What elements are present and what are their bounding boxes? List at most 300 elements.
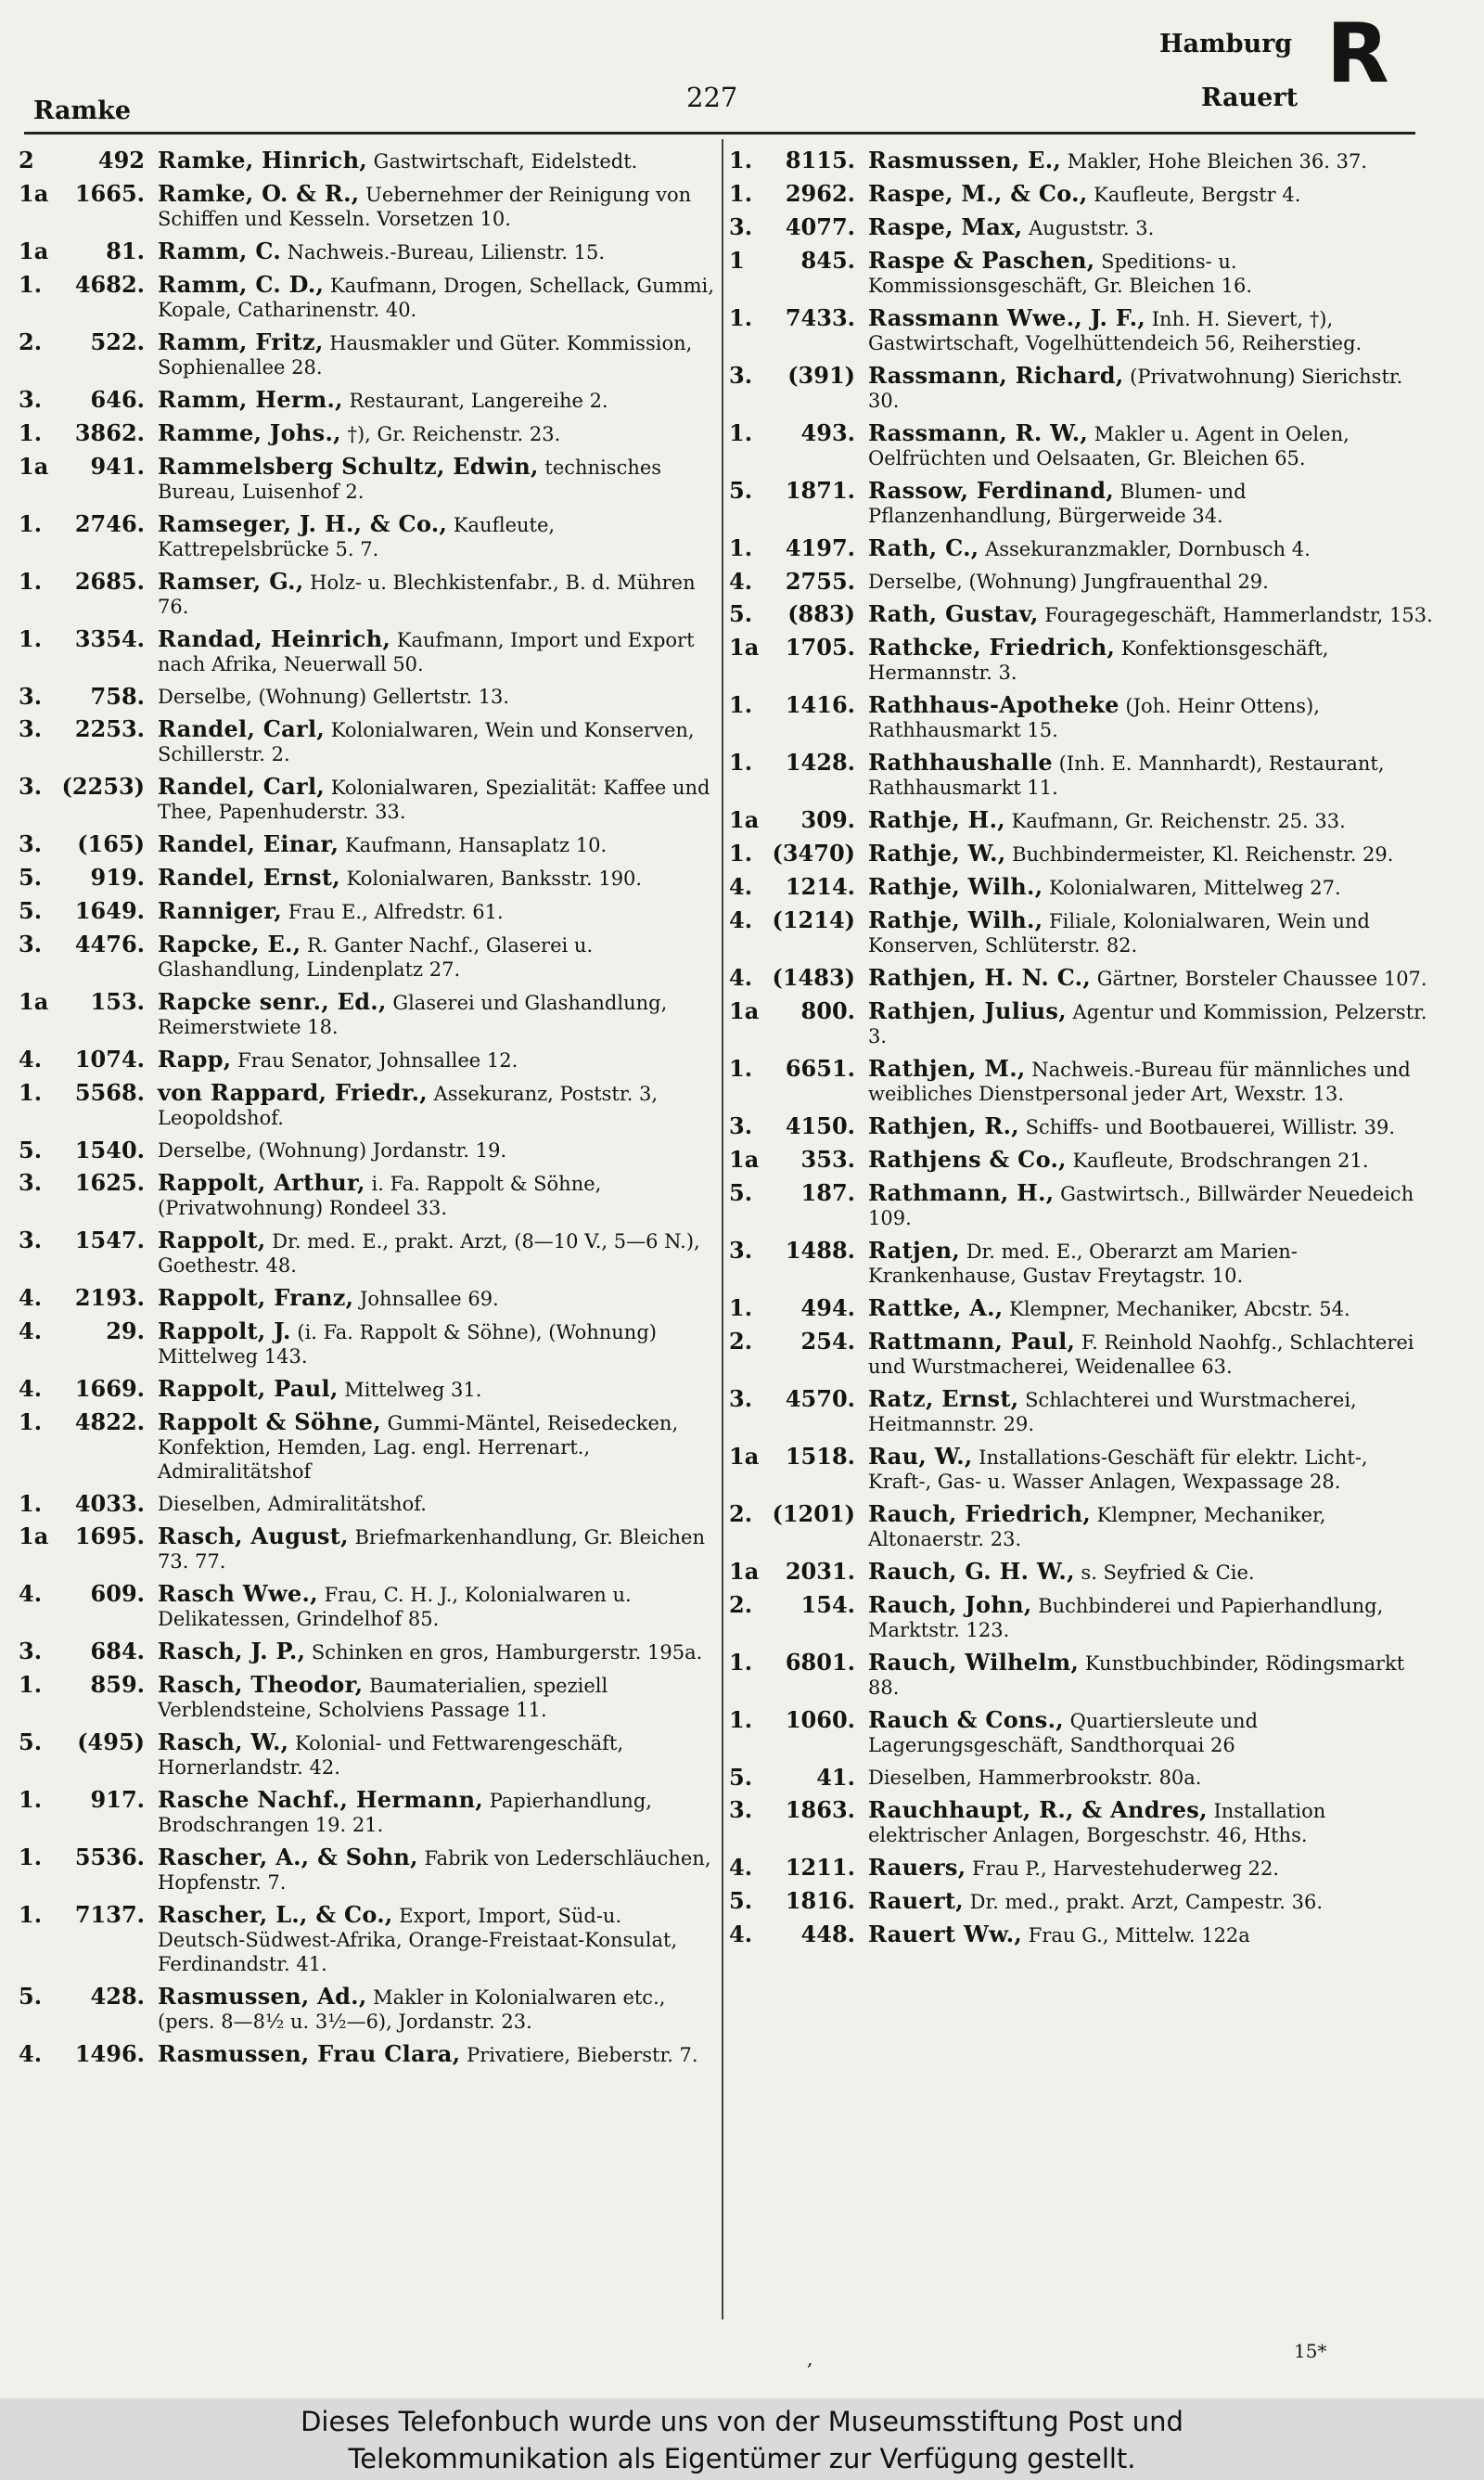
directory-entry	[19, 1730, 714, 1780]
entry-text	[868, 1593, 1434, 1642]
phone-number	[729, 1445, 868, 1469]
subscriber-details: Kaufmann, Drogen, Schellack, Gummi, Kopale, Catharinenstr. 40.	[158, 275, 714, 321]
subscriber-details: Agentur und Kommission, Pelzerstr. 3.	[868, 1001, 1427, 1047]
phone-number	[729, 808, 868, 832]
directory-entry	[19, 1081, 714, 1130]
entry-text	[868, 1057, 1434, 1106]
line-number: 6801.	[785, 1649, 855, 1676]
exchange-zone: 1.	[19, 271, 43, 298]
exchange-zone: 1a	[729, 634, 760, 661]
phone-number	[729, 1560, 868, 1584]
entry-text	[158, 1410, 714, 1484]
exchange-zone: 1.	[729, 419, 753, 446]
entry-text	[158, 330, 714, 379]
subscriber-name: Rathje, H.,	[868, 806, 1005, 833]
subscriber-name: Rasmussen, Frau Clara,	[158, 2040, 461, 2067]
city-heading: Hamburg	[1159, 30, 1293, 58]
exchange-zone: 5.	[19, 1137, 43, 1163]
phone-number	[729, 751, 868, 775]
entry-text	[158, 1985, 714, 2034]
phone-number	[19, 990, 158, 1014]
entry-text	[158, 1047, 714, 1073]
directory-entry	[19, 899, 714, 924]
phone-number	[729, 1114, 868, 1138]
phone-number	[19, 1639, 158, 1664]
subscriber-name: Rauert Ww.,	[868, 1921, 1023, 1947]
phone-number	[19, 1788, 158, 1812]
subscriber-name: Rasch, J. P.,	[158, 1638, 306, 1664]
entry-text	[868, 636, 1434, 685]
phone-number	[729, 1502, 868, 1526]
line-number: 1488.	[785, 1237, 855, 1264]
exchange-zone: 4.	[729, 873, 753, 900]
line-number: 1669.	[74, 1375, 145, 1402]
exchange-zone: 5.	[19, 864, 43, 891]
line-number: 646.	[90, 386, 145, 413]
exchange-zone: 4.	[19, 1317, 43, 1344]
running-head-left: Ramke	[33, 96, 132, 125]
directory-entry	[19, 775, 714, 824]
directory-entry	[729, 1651, 1434, 1700]
directory-entry	[729, 1560, 1434, 1585]
phone-number	[729, 1296, 868, 1320]
phone-number	[729, 1798, 868, 1822]
exchange-zone: 1a	[729, 806, 760, 833]
phone-number	[19, 239, 158, 263]
subscriber-details: Inh. H. Sievert, †), Gastwirtschaft, Vogelhüttendeich 56, Reiherstieg.	[868, 308, 1362, 354]
directory-entry	[19, 717, 714, 766]
phone-number	[19, 148, 158, 173]
directory-entry	[729, 1766, 1434, 1790]
directory-entry	[729, 1296, 1434, 1321]
exchange-zone: 5.	[19, 897, 43, 924]
line-number: 4150.	[785, 1112, 855, 1139]
subscriber-name: von Rappard, Friedr.,	[158, 1079, 428, 1106]
entry-text	[868, 693, 1434, 742]
phone-number	[19, 1673, 158, 1697]
line-number: 1863.	[785, 1796, 855, 1823]
subscriber-name: Rauch, Friedrich,	[868, 1500, 1091, 1527]
subscriber-details: Dr. med. E., Oberarzt am Marien-Krankenhause, Gustav Freytagstr. 10.	[868, 1240, 1298, 1287]
directory-entry	[729, 875, 1434, 900]
directory-entry	[729, 1593, 1434, 1642]
subscriber-details: Mittelweg 31.	[344, 1379, 482, 1401]
exchange-zone: 2.	[729, 1591, 753, 1618]
directory-entry	[729, 306, 1434, 355]
directory-entry	[729, 999, 1434, 1048]
signature-mark: 15*	[1294, 2340, 1327, 2362]
subscriber-name: Rapp,	[158, 1046, 232, 1073]
line-number: 941.	[90, 453, 145, 480]
entry-text	[868, 570, 1434, 594]
directory-entry	[19, 627, 714, 676]
running-head-right: Rauert	[1201, 84, 1298, 112]
phone-number	[19, 1410, 158, 1434]
subscriber-name: Ramm, Herm.,	[158, 386, 343, 413]
entry-text	[158, 1730, 714, 1780]
phone-number	[19, 570, 158, 594]
entry-text	[868, 306, 1434, 355]
directory-entry	[729, 1502, 1434, 1551]
directory-entry	[729, 1057, 1434, 1106]
phone-number	[729, 636, 868, 660]
directory-entry	[729, 602, 1434, 627]
directory-entry	[729, 693, 1434, 742]
subscriber-details: Derselbe, (Wohnung) Jordanstr. 19.	[158, 1139, 507, 1162]
entry-text	[868, 1148, 1434, 1173]
entry-text	[158, 866, 714, 891]
exchange-zone: 1.	[729, 1649, 753, 1676]
subscriber-name: Raspe, M., & Co.,	[868, 180, 1088, 207]
phone-number	[19, 1524, 158, 1548]
directory-entry	[19, 1492, 714, 1516]
entry-text	[868, 1239, 1434, 1288]
exchange-zone: 4.	[729, 1854, 753, 1881]
directory-entry	[729, 249, 1434, 298]
footer-banner	[0, 2398, 1484, 2480]
exchange-zone: 1.	[729, 1294, 753, 1321]
phone-number	[729, 1387, 868, 1411]
subscriber-name: Rasch, August,	[158, 1523, 349, 1549]
line-number: 1705.	[785, 634, 855, 661]
subscriber-name: Rathjen, M.,	[868, 1055, 1026, 1082]
phone-number	[19, 1730, 158, 1754]
directory-entry	[729, 182, 1434, 207]
subscriber-name: Rasch, Theodor,	[158, 1671, 364, 1698]
directory-entry	[19, 2042, 714, 2067]
line-number: 4476.	[74, 931, 145, 957]
phone-number	[19, 1845, 158, 1870]
subscriber-details: Fouragegeschäft, Hammerlandstr, 153.	[1044, 604, 1433, 626]
entry-text	[868, 1330, 1434, 1379]
line-number: 859.	[90, 1671, 145, 1698]
subscriber-details: Briefmarkenhandlung, Gr. Bleichen 73. 77.	[158, 1526, 705, 1573]
subscriber-details: Dieselben, Admiralitätshof.	[158, 1493, 427, 1515]
phone-number	[19, 866, 158, 890]
footer-line-2: Telekommunikation als Eigentümer zur Verfügung gestellt.	[348, 2443, 1136, 2474]
line-number: (3470)	[772, 840, 855, 867]
phone-number	[729, 249, 868, 273]
entry-text	[158, 421, 714, 446]
subscriber-details: s. Seyfried & Cie.	[1081, 1561, 1255, 1584]
exchange-zone: 2.	[729, 1328, 753, 1355]
line-number: (2253)	[61, 773, 145, 800]
exchange-zone: 4.	[729, 1921, 753, 1947]
subscriber-details: Schlachterei und Wurstmacherei, Heitmannstr. 29.	[868, 1389, 1357, 1435]
phone-number	[19, 1138, 158, 1163]
line-number: 2253.	[74, 715, 145, 742]
subscriber-name: Rauch, Wilhelm,	[868, 1649, 1080, 1676]
phone-number	[19, 899, 158, 923]
line-number: 1547.	[74, 1227, 145, 1253]
phone-number	[19, 2042, 158, 2066]
subscriber-details: Derselbe, (Wohnung) Gellertstr. 13.	[158, 686, 510, 708]
subscriber-name: Ramke, O. & R.,	[158, 180, 360, 207]
entry-text	[158, 1171, 714, 1220]
directory-entry	[19, 1985, 714, 2034]
exchange-zone: 3.	[19, 1169, 43, 1196]
entry-text	[158, 1845, 714, 1895]
line-number: 1214.	[785, 873, 855, 900]
exchange-zone: 3.	[19, 773, 43, 800]
phone-number	[729, 306, 868, 330]
exchange-zone: 1a	[729, 1146, 760, 1173]
subscriber-name: Ramke, Hinrich,	[158, 147, 367, 173]
phone-number	[19, 1171, 158, 1195]
entry-text	[158, 388, 714, 413]
subscriber-details: Kolonialwaren, Banksstr. 190.	[346, 867, 643, 890]
phone-number	[19, 1228, 158, 1253]
subscriber-name: Rauch & Cons.,	[868, 1706, 1064, 1733]
exchange-zone: 5.	[729, 1764, 753, 1791]
subscriber-details: Schiffs- und Bootbauerei, Willistr. 39.	[1025, 1116, 1396, 1138]
subscriber-details: Kolonial- und Fettwarengeschäft, Hornerlandstr. 42.	[158, 1732, 624, 1779]
entry-text	[868, 1502, 1434, 1551]
line-number: (1214)	[772, 906, 855, 933]
subscriber-details: Frau G., Mittelw. 122a	[1028, 1924, 1250, 1947]
directory-entry	[19, 832, 714, 857]
exchange-zone: 3.	[19, 1638, 43, 1664]
subscriber-details: i. Fa. Rappolt & Söhne, (Privatwohnung) Rondeel 33.	[158, 1173, 602, 1219]
line-number: 758.	[90, 683, 145, 710]
subscriber-details: Frau P., Harvestehuderweg 22.	[972, 1857, 1279, 1880]
directory-entry	[19, 512, 714, 561]
line-number: 41.	[816, 1764, 855, 1791]
phone-number	[19, 685, 158, 709]
section-letter: R	[1326, 6, 1389, 101]
entry-text	[868, 1708, 1434, 1757]
line-number: 153.	[90, 988, 145, 1015]
directory-entry	[729, 215, 1434, 240]
subscriber-name: Rapcke senr., Ed.,	[158, 988, 387, 1015]
subscriber-name: Raspe & Paschen,	[868, 247, 1095, 274]
exchange-zone: 1.	[729, 749, 753, 776]
subscriber-name: Rappolt, Arthur,	[158, 1169, 365, 1196]
entry-text	[158, 1377, 714, 1402]
subscriber-name: Rath, Gustav,	[868, 600, 1039, 627]
subscriber-name: Rapcke, E.,	[158, 931, 301, 957]
phone-number	[19, 1582, 158, 1606]
subscriber-name: Ramm, C.	[158, 238, 281, 264]
subscriber-name: Randel, Einar,	[158, 830, 339, 857]
line-number: 5568.	[74, 1079, 145, 1106]
subscriber-name: Rathjens & Co.,	[868, 1146, 1067, 1173]
directory-entry	[729, 908, 1434, 957]
phone-number	[729, 1057, 868, 1081]
subscriber-name: Rathjen, H. N. C.,	[868, 964, 1091, 991]
exchange-zone: 1.	[19, 1408, 43, 1435]
subscriber-details: Kaufleute, Kattrepelsbrücke 5. 7.	[158, 514, 556, 560]
entry-text	[158, 570, 714, 619]
exchange-zone: 1.	[19, 625, 43, 652]
exchange-zone: 1.	[19, 1786, 43, 1813]
subscriber-details: F. Reinhold Naohfg., Schlachterei und Wurstmacherei, Weidenallee 63.	[868, 1331, 1414, 1378]
subscriber-name: Randel, Carl,	[158, 773, 326, 800]
line-number: 1518.	[785, 1443, 855, 1470]
phone-number	[729, 182, 868, 206]
exchange-zone: 2.	[729, 1500, 753, 1527]
exchange-zone: 4.	[19, 1580, 43, 1607]
directory-entry	[729, 1114, 1434, 1139]
exchange-zone: 1a	[729, 1443, 760, 1470]
entry-text	[158, 1903, 714, 1976]
directory-entry	[19, 1639, 714, 1664]
subscriber-name: Rathhaus-Apotheke	[868, 691, 1119, 718]
directory-entry	[729, 1856, 1434, 1881]
subscriber-details: Kaufmann, Hansaplatz 10.	[344, 834, 608, 856]
directory-entry	[19, 1903, 714, 1976]
subscriber-details: Buchbindermeister, Kl. Reichenstr. 29.	[1012, 843, 1394, 866]
phone-number	[729, 1708, 868, 1732]
line-number: 4197.	[785, 534, 855, 561]
subscriber-details: Fabrik von Lederschläuchen, Hopfenstr. 7.	[158, 1847, 711, 1894]
exchange-zone: 5.	[19, 1983, 43, 2010]
directory-entry	[729, 536, 1434, 561]
entry-text	[868, 1181, 1434, 1230]
phone-number	[19, 627, 158, 651]
phone-number	[729, 421, 868, 445]
line-number: 154.	[800, 1591, 855, 1618]
subscriber-name: Ramser, G.,	[158, 568, 304, 595]
directory-entry	[19, 1377, 714, 1402]
phone-number	[19, 1286, 158, 1310]
subscriber-details: Gummi-Mäntel, Reisedecken, Konfektion, Hemden, Lag. engl. Herrenart., Admiralitätshof	[158, 1412, 679, 1483]
line-number: (1201)	[772, 1500, 855, 1527]
entry-text	[158, 1639, 714, 1664]
subscriber-name: Rappolt & Söhne,	[158, 1408, 381, 1435]
subscriber-name: Rathje, Wilh.,	[868, 906, 1043, 933]
line-number: 2031.	[785, 1558, 855, 1585]
entry-text	[868, 1560, 1434, 1585]
entry-text	[158, 239, 714, 264]
entry-text	[158, 273, 714, 322]
subscriber-name: Ranniger,	[158, 897, 283, 924]
entry-text	[158, 455, 714, 504]
exchange-zone: 1a	[19, 1523, 49, 1549]
left-column	[19, 148, 714, 2075]
line-number: 494.	[800, 1294, 855, 1321]
entry-text	[158, 932, 714, 982]
exchange-zone: 1a	[19, 180, 49, 207]
phone-number	[19, 832, 158, 856]
subscriber-details: Dr. med. E., prakt. Arzt, (8—10 V., 5—6 N.), Goethestr. 48.	[158, 1230, 700, 1277]
subscriber-details: Kolonialwaren, Mittelweg 27.	[1049, 877, 1341, 899]
subscriber-details: Installation elektrischer Anlagen, Borgeschstr. 46, Hths.	[868, 1800, 1326, 1846]
subscriber-name: Rassmann, R. W.,	[868, 419, 1089, 446]
line-number: 1074.	[74, 1046, 145, 1073]
phone-number	[729, 1922, 868, 1947]
subscriber-name: Rassmann Wwe., J. F.,	[868, 304, 1146, 331]
exchange-zone: 1a	[19, 453, 49, 480]
line-number: (165)	[77, 830, 145, 857]
directory-entry	[729, 808, 1434, 833]
directory-entry	[19, 1582, 714, 1631]
subscriber-name: Raspe, Max,	[868, 213, 1023, 240]
directory-entry	[19, 182, 714, 231]
subscriber-details: R. Ganter Nachf., Glaserei u. Glashandlung, Lindenplatz 27.	[158, 934, 594, 981]
directory-entry	[19, 1138, 714, 1163]
entry-text	[868, 1387, 1434, 1436]
directory-entry	[729, 1330, 1434, 1379]
subscriber-details: Glaserei und Glashandlung, Reimerstwiete 18.	[158, 992, 668, 1038]
exchange-zone: 1.	[729, 304, 753, 331]
subscriber-name: Ratjen,	[868, 1237, 960, 1264]
directory-entry	[19, 1410, 714, 1484]
phone-number	[19, 1492, 158, 1516]
page-number: 227	[686, 82, 738, 113]
phone-number	[729, 1181, 868, 1205]
exchange-zone: 3.	[729, 1237, 753, 1264]
exchange-zone: 3.	[19, 830, 43, 857]
subscriber-details: Makler u. Agent in Oelen, Oelfrüchten und Oelsaaten, Gr. Bleichen 65.	[868, 423, 1350, 469]
entry-text	[158, 1673, 714, 1722]
subscriber-details: Holz- u. Blechkistenfabr., B. d. Mühren 76.	[158, 572, 696, 618]
subscriber-details: (Inh. E. Mannhardt), Restaurant, Rathhausmarkt 11.	[868, 752, 1385, 799]
exchange-zone: 4.	[19, 1046, 43, 1073]
subscriber-details: Blumen- und Pflanzenhandlung, Bürgerweide 34.	[868, 481, 1247, 527]
subscriber-details: Klempner, Mechaniker, Abcstr. 54.	[1009, 1298, 1350, 1320]
right-column	[729, 148, 1434, 1956]
line-number: 522.	[90, 328, 145, 355]
exchange-zone: 1.	[19, 419, 43, 446]
subscriber-name: Rasmussen, Ad.,	[158, 1983, 367, 2010]
exchange-zone: 4.	[729, 568, 753, 595]
subscriber-details: Papierhandlung, Brodschrangen 19. 21.	[158, 1790, 652, 1836]
line-number: 2193.	[74, 1284, 145, 1311]
entry-text	[868, 875, 1434, 900]
line-number: 428.	[90, 1983, 145, 2010]
entry-text	[158, 1286, 714, 1311]
exchange-zone: 1.	[19, 510, 43, 537]
line-number: (391)	[787, 362, 855, 389]
exchange-zone: 1a	[729, 1558, 760, 1585]
entry-text	[868, 215, 1434, 240]
directory-entry	[19, 421, 714, 446]
line-number: 6651.	[785, 1055, 855, 1082]
exchange-zone: 3.	[729, 362, 753, 389]
entry-text	[868, 182, 1434, 207]
line-number: 919.	[90, 864, 145, 891]
phone-number	[19, 717, 158, 741]
line-number: 2685.	[74, 568, 145, 595]
phone-number	[729, 1239, 868, 1263]
exchange-zone: 3.	[729, 1112, 753, 1139]
directory-entry	[729, 1798, 1434, 1847]
subscriber-name: Ramme, Johs.,	[158, 419, 341, 446]
phone-number	[19, 512, 158, 536]
entry-text	[868, 908, 1434, 957]
subscriber-name: Rathjen, R.,	[868, 1112, 1019, 1139]
directory-entry	[19, 1788, 714, 1837]
directory-entry	[729, 842, 1434, 867]
exchange-zone: 1.	[19, 1844, 43, 1870]
subscriber-name: Rauchhaupt, R., & Andres,	[868, 1796, 1208, 1823]
line-number: 3862.	[74, 419, 145, 446]
subscriber-name: Rassmann, Richard,	[868, 362, 1124, 389]
phone-number	[729, 999, 868, 1023]
subscriber-details: Kaufmann, Import und Export nach Afrika, Neuerwall 50.	[158, 629, 695, 675]
entry-text	[868, 536, 1434, 561]
subscriber-name: Rasch, W.,	[158, 1728, 289, 1755]
subscriber-details: Dieselben, Hammerbrookstr. 80a.	[868, 1767, 1202, 1789]
exchange-zone: 4.	[729, 906, 753, 933]
directory-entry	[729, 364, 1434, 413]
subscriber-details: Nachweis.-Bureau für männliches und weibliches Dienstpersonal jeder Art, Wexstr. 13.	[868, 1059, 1411, 1105]
exchange-zone: 4.	[729, 964, 753, 991]
phone-number	[729, 479, 868, 503]
line-number: 845.	[800, 247, 855, 274]
line-number: 81.	[106, 238, 145, 264]
